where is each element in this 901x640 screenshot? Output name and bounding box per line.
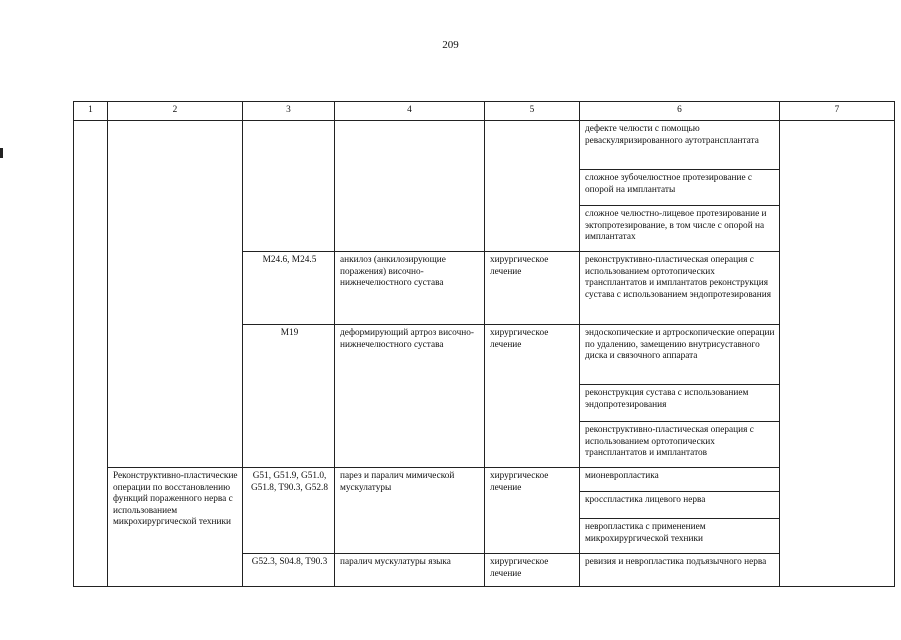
column-number-row xyxy=(74,102,895,121)
row-number-cell xyxy=(74,121,108,587)
service-cell: реконструктивно-пластическая операция с использованием ортотопических трансплантатов и имплантатов реконструкция сустава с использованием эндопротезирования xyxy=(580,252,780,325)
icd-code-cell xyxy=(243,121,335,252)
medical-care-table xyxy=(73,101,895,587)
service-cell: кросспластика лицевого нерва xyxy=(580,492,780,519)
service-cell: реконструкция сустава с использованием эндопротезирования xyxy=(580,385,780,422)
icd-code-cell: G51, G51.9, G51.0, G51.8, T90.3, G52.8 xyxy=(243,468,335,554)
treatment-cell: хирургическое лечение xyxy=(485,468,580,554)
service-cell: невропластика с применением микрохирургической техники xyxy=(580,519,780,554)
service-cell: ревизия и невропластика подъязычного нерва xyxy=(580,554,780,587)
column-number: 4 xyxy=(335,102,485,121)
page-number: 209 xyxy=(442,39,459,51)
icd-code-cell: M24.6, M24.5 xyxy=(243,252,335,325)
treatment-cell: хирургическое лечение xyxy=(485,252,580,325)
table-row xyxy=(74,468,895,492)
treatment-cell xyxy=(485,121,580,252)
icd-code-cell: M19 xyxy=(243,325,335,468)
icd-code-cell: G52.3, S04.8, T90.3 xyxy=(243,554,335,587)
column-number: 5 xyxy=(485,102,580,121)
care-type-cell: Реконструктивно-пластические операции по восстановлению функций пораженного нерва с использованием микрохирургической техники xyxy=(108,468,243,587)
scan-mark xyxy=(0,148,3,158)
diagnosis-cell: паралич мускулатуры языка xyxy=(335,554,485,587)
column-number: 3 xyxy=(243,102,335,121)
service-cell: мионевропластика xyxy=(580,468,780,492)
table-row xyxy=(74,121,895,170)
diagnosis-cell: деформирующий артроз височно-нижнечелюстного сустава xyxy=(335,325,485,468)
care-type-cell xyxy=(108,121,243,468)
diagnosis-cell xyxy=(335,121,485,252)
service-cell: дефекте челюсти с помощью реваскуляризированного аутотрансплантата xyxy=(580,121,780,170)
service-cell: сложное зубочелюстное протезирование с опорой на имплантаты xyxy=(580,170,780,206)
diagnosis-cell: парез и паралич мимической мускулатуры xyxy=(335,468,485,554)
service-cell: эндоскопические и артроскопические операции по удалению, замещению внутрисуставного диска и связочного аппарата xyxy=(580,325,780,385)
column-number: 6 xyxy=(580,102,780,121)
treatment-cell: хирургическое лечение xyxy=(485,554,580,587)
treatment-cell: хирургическое лечение xyxy=(485,325,580,468)
norm-cell xyxy=(780,121,895,587)
service-cell: сложное челюстно-лицевое протезирование и эктопротезирование, в том числе с опорой на имплантатах xyxy=(580,206,780,252)
column-number: 7 xyxy=(780,102,895,121)
service-cell: реконструктивно-пластическая операция с использованием ортотопических трансплантатов и имплантатов xyxy=(580,422,780,468)
column-number: 1 xyxy=(74,102,108,121)
diagnosis-cell: анкилоз (анкилозирующие поражения) височно-нижнечелюстного сустава xyxy=(335,252,485,325)
column-number: 2 xyxy=(108,102,243,121)
